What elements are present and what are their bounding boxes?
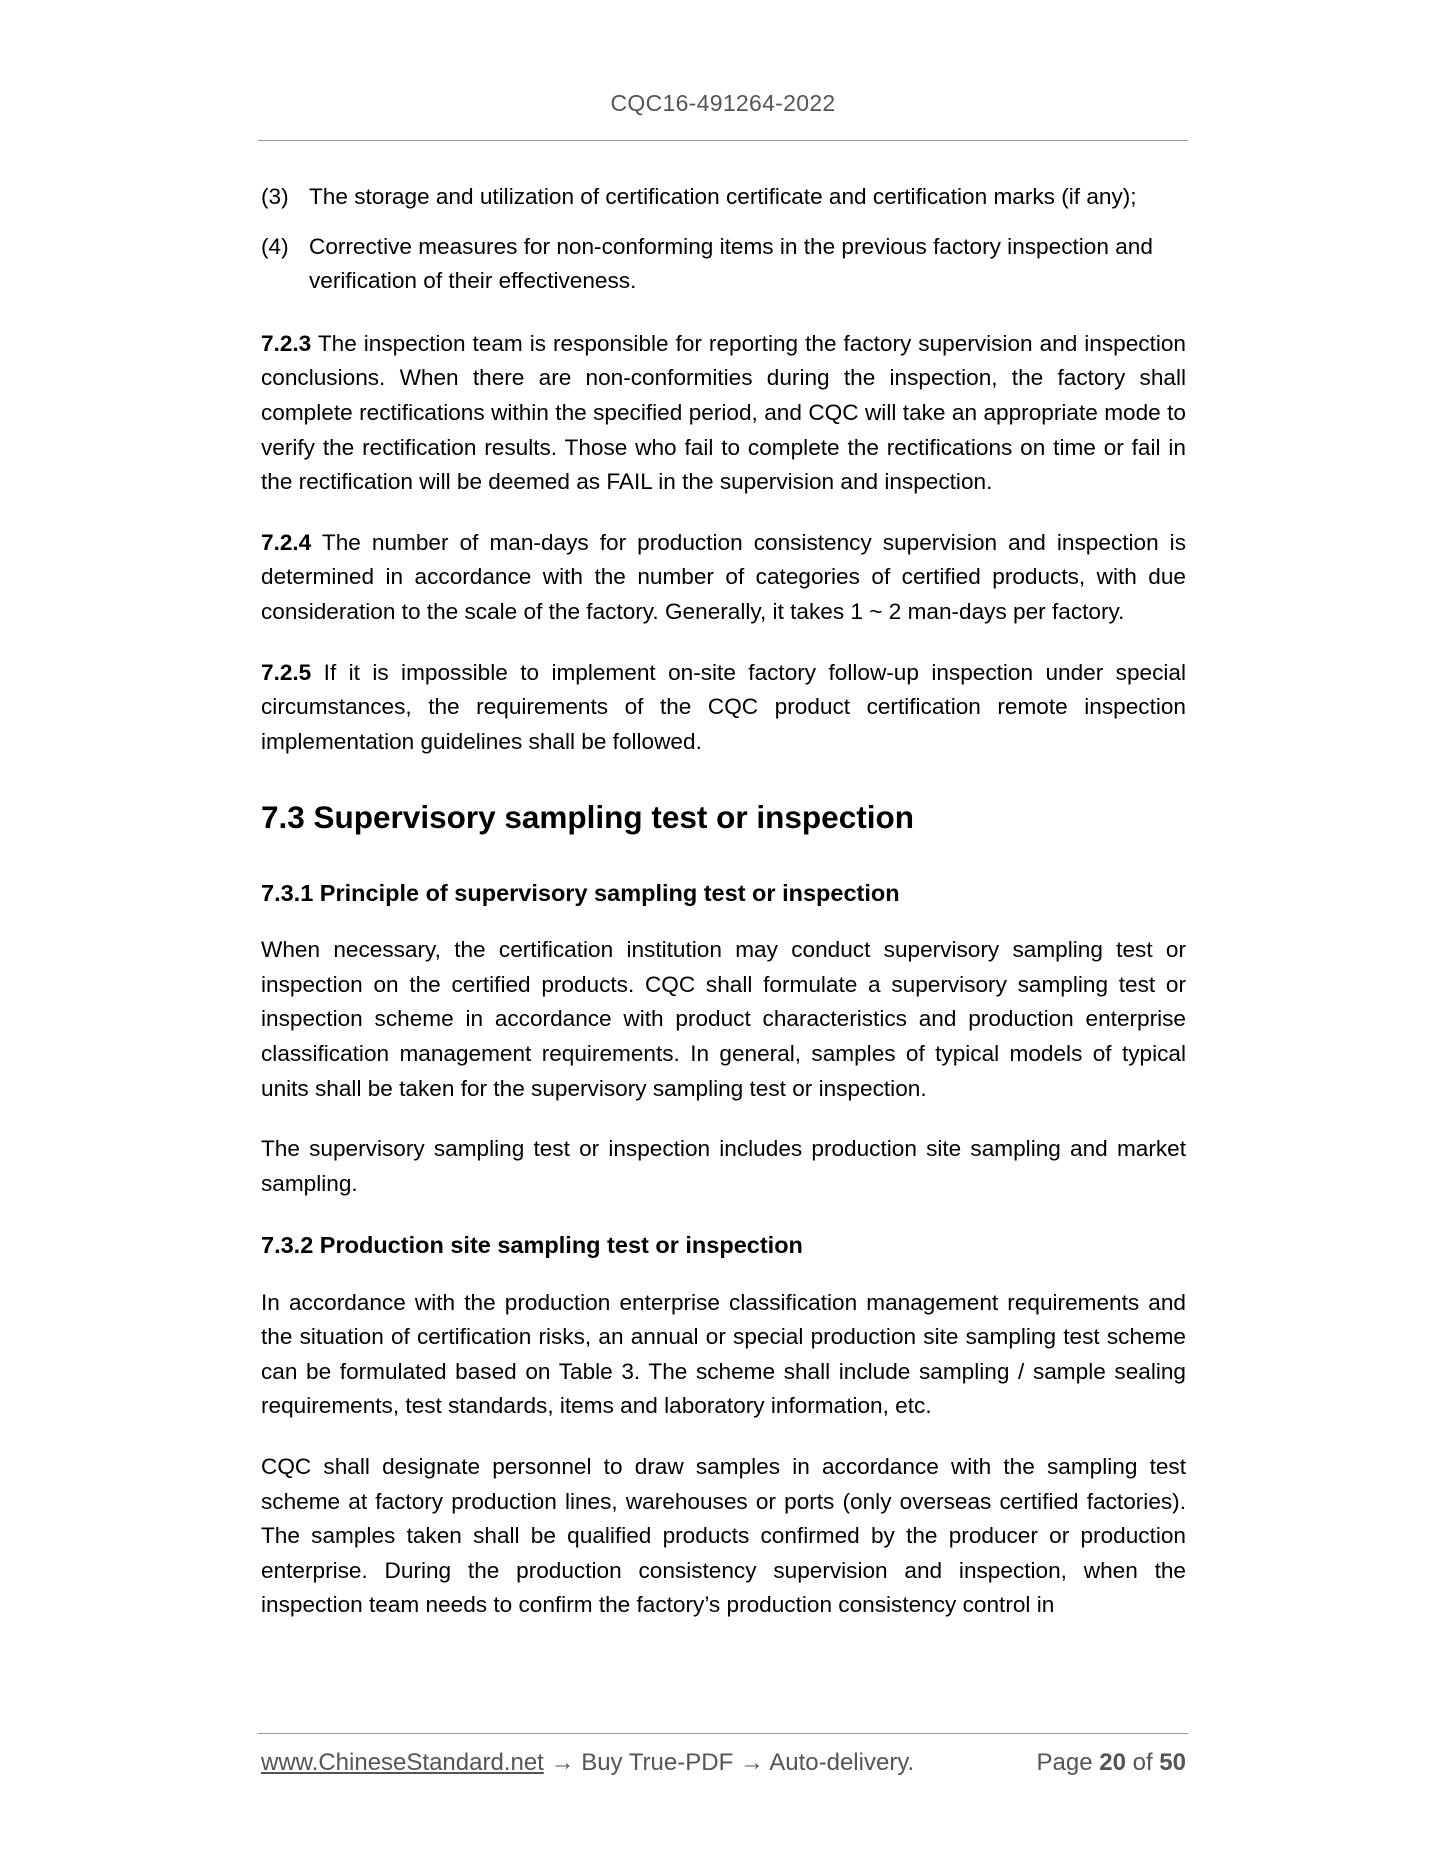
paragraph: CQC shall designate personnel to draw samples in accordance with the sampling test scheme at factory production lines, warehouses or ports (only overseas certified factories). The samples taken shall be qualified products confirmed by the producer or production enterprise. During the production consistency supervision and inspection, when the inspection team needs to confirm the factory’s production consistency control in bbox=[261, 1454, 1186, 1618]
page-number bbox=[1037, 1749, 1187, 1777]
subsection-heading-7-3-2: 7.3.2 Production site sampling test or inspection bbox=[261, 1232, 803, 1259]
subsection-heading-7-3-1: 7.3.1 Principle of supervisory sampling test or inspection bbox=[261, 880, 900, 907]
footer-promo bbox=[261, 1749, 914, 1777]
paragraph: The supervisory sampling test or inspection includes production site sampling and market sampling. bbox=[261, 1136, 1186, 1196]
page-content bbox=[261, 180, 1186, 1649]
arrow-right-icon: → bbox=[550, 1749, 575, 1776]
header-divider bbox=[258, 140, 1188, 141]
current-page: 20 bbox=[1099, 1749, 1126, 1776]
list-item bbox=[261, 180, 1186, 215]
clause-7-2-3 bbox=[261, 327, 1186, 500]
website-link[interactable]: www.ChineseStandard.net bbox=[261, 1749, 544, 1776]
paragraph: In accordance with the production enterprise classification management requirements and the situation of certification risks, an annual or special production site sampling test scheme can be formulated based on Table 3. The scheme shall include sampling / sample sealing requirements, test standards, items and laboratory information, etc. bbox=[261, 1289, 1186, 1419]
clause-number: 7.2.4 bbox=[261, 529, 312, 555]
section-heading-7-3: 7.3 Supervisory sampling test or inspection bbox=[261, 799, 914, 836]
clause-text: If it is impossible to implement on-site factory follow-up inspection under special circumstances, the requirements of the CQC product certification remote inspection implementation guidelines shall be followed. bbox=[261, 659, 1186, 754]
auto-delivery-text: Auto-delivery. bbox=[769, 1749, 915, 1776]
page-header: CQC16-491264-2022 bbox=[610, 90, 836, 116]
buy-pdf-text: Buy True-PDF bbox=[581, 1749, 734, 1776]
list-item bbox=[261, 230, 1186, 299]
clause-text: The inspection team is responsible for reporting the factory supervision and inspection conclusions. When there are non-conformities during the inspection, the factory shall complete rectifications within the specified period, and CQC will take an appropriate mode to verify the rectification results. Those who fail to complete the rectifications on time or fail in the rectification will be deemed as FAIL in the supervision and inspection. bbox=[261, 330, 1186, 495]
clause-7-2-5 bbox=[261, 656, 1186, 760]
paragraph: When necessary, the certification institution may conduct supervisory sampling test or inspection on the certified products. CQC shall formulate a supervisory sampling test or inspection scheme in accordance with product characteristics and production enterprise classification management requirements. In general, samples of typical models of typical units shall be taken for the supervisory sampling test or inspection. bbox=[261, 937, 1186, 1101]
total-pages: 50 bbox=[1159, 1749, 1186, 1776]
page-footer bbox=[261, 1749, 1186, 1783]
page-word: Page bbox=[1036, 1749, 1093, 1776]
list-item-number: (4) bbox=[261, 233, 289, 259]
clause-number: 7.2.5 bbox=[261, 659, 312, 685]
clause-number: 7.2.3 bbox=[261, 330, 312, 356]
clause-7-2-4 bbox=[261, 526, 1186, 630]
list-item-text: Corrective measures for non-conforming items in the previous factory inspection and verification of their effectiveness. bbox=[309, 233, 1153, 294]
footer-divider bbox=[258, 1733, 1188, 1734]
of-word: of bbox=[1132, 1749, 1153, 1776]
list-item-text: The storage and utilization of certification certificate and certification marks (if any); bbox=[309, 184, 1137, 209]
arrow-right-icon: → bbox=[739, 1749, 764, 1776]
clause-text: The number of man-days for production consistency supervision and inspection is determined in accordance with the number of categories of certified products, with due consideration to the scale of the factory. Generally, it takes 1 ~ 2 man-days per factory. bbox=[261, 529, 1187, 624]
list-item-number: (3) bbox=[261, 184, 289, 209]
